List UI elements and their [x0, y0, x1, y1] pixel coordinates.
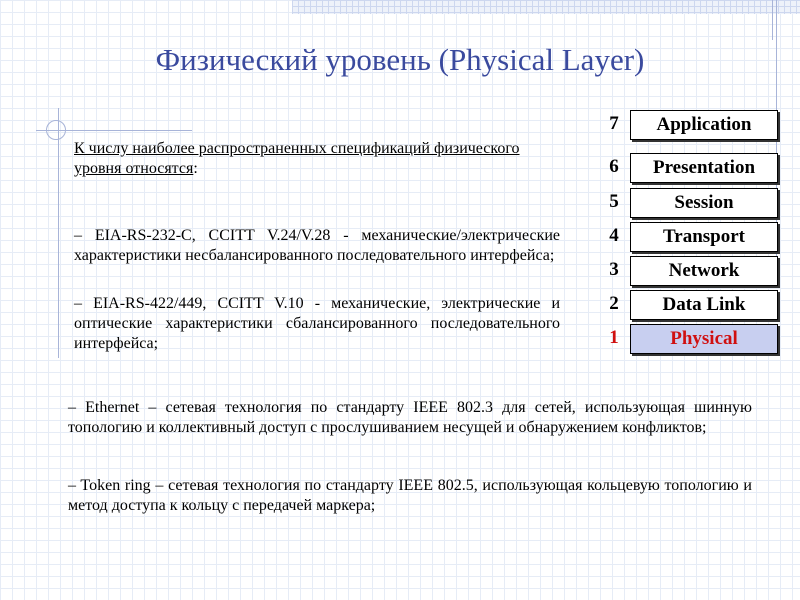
osi-layer-stack: [600, 96, 790, 358]
layer-box-data-link: Data Link: [630, 290, 778, 320]
spec-item-ethernet: – Ethernet – сетевая технология по стандарту IEEE 802.3 для сетей, использующая шинную топологию и коллективный доступ с прослушиванием несущей и обнаружением конфликтов;: [68, 399, 752, 436]
decorative-grid-band: [292, 0, 800, 14]
layer-number: 6: [609, 156, 619, 177]
layer-box-application: Application: [630, 110, 778, 140]
spec-item-rs232: – EIA-RS-232-C, CCITT V.24/V.28 - механические/электрические характеристики несбалансированного последовательного интерфейса;: [74, 227, 560, 264]
layer-number: 7: [609, 113, 619, 134]
layer-number: 2: [609, 293, 619, 314]
layer-number: 5: [609, 191, 619, 212]
layer-box-session: Session: [630, 188, 778, 218]
layer-box-transport: Transport: [630, 222, 778, 252]
slide-title: Физический уровень (Physical Layer): [155, 42, 645, 77]
layer-number: 3: [609, 259, 619, 280]
intro-text: К числу наиболее распространенных спецификаций физического уровня относятся: [74, 140, 520, 177]
osi-layer-5: [600, 186, 790, 218]
layer-box-presentation: Presentation: [630, 153, 778, 183]
osi-layer-2: [600, 288, 790, 320]
decorative-circle: [46, 120, 66, 140]
osi-layer-1: [600, 322, 790, 354]
layer-number: 1: [609, 327, 619, 348]
osi-layer-7: [600, 108, 790, 140]
decorative-line: [772, 0, 773, 40]
spec-item-token-ring: – Token ring – сетевая технология по стандарту IEEE 802.5, использующая кольцевую топологию и метод доступа к кольцу с передачей маркера;: [68, 477, 752, 514]
layer-box-physical: Physical: [630, 324, 778, 354]
osi-layer-6: [600, 151, 790, 183]
intro-paragraph: [74, 139, 562, 179]
spec-item-rs422: – EIA-RS-422/449, CCITT V.10 - механические, электрические и оптические характеристики сбалансированного последовательного интерфейса;: [74, 295, 560, 352]
osi-layer-4: [600, 220, 790, 252]
intro-colon: :: [193, 160, 198, 177]
decorative-line: [58, 108, 59, 358]
layer-number: 4: [609, 225, 619, 246]
layer-box-network: Network: [630, 256, 778, 286]
osi-layer-3: [600, 254, 790, 286]
